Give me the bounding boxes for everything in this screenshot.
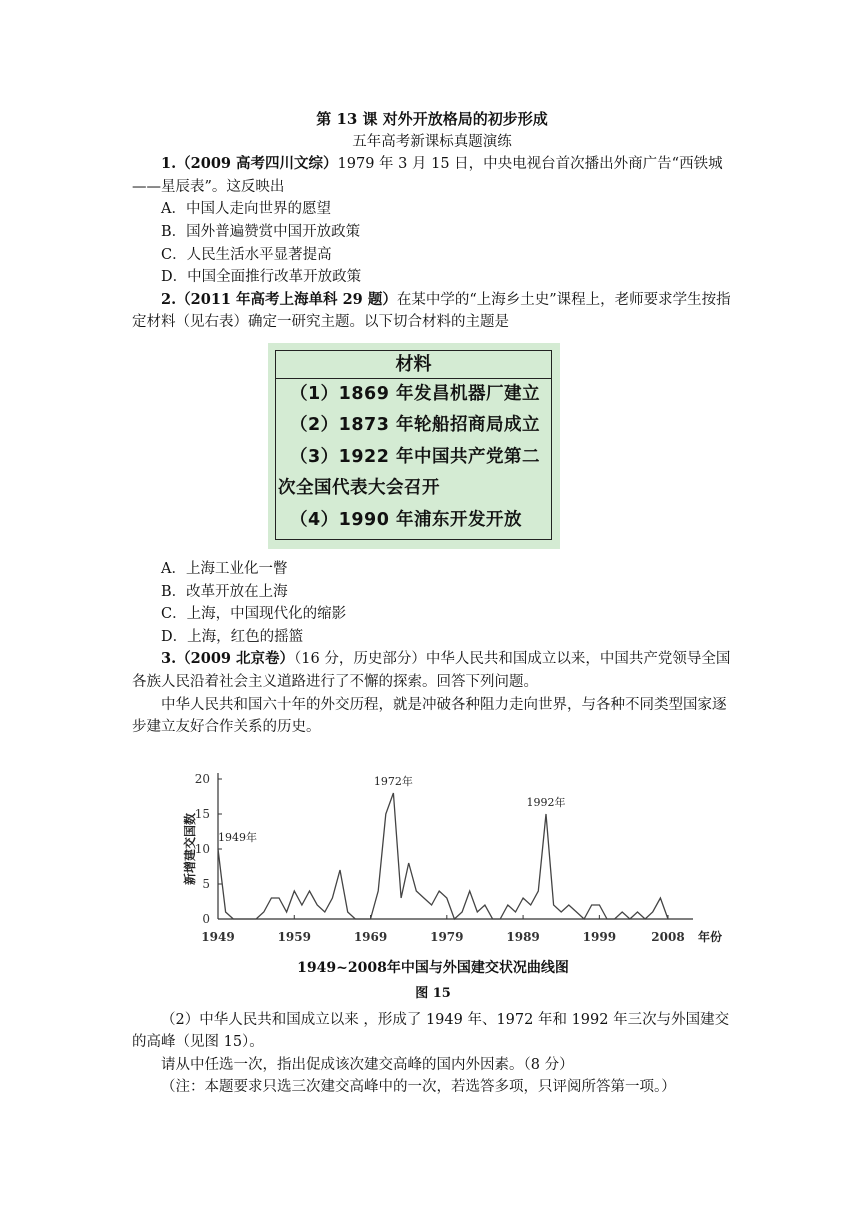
question-3-stem: （16 分，历史部分）中华人民共和国成立以来，中国共产党领导全国各族人民沿着社会主义道路进行了不懈的探索。回答下列问题。 [132, 651, 731, 690]
q2-option-c: C．上海，中国现代化的缩影 [161, 606, 347, 623]
document-page [132, 108, 732, 1099]
question-3-note: （注：本题要求只选三次建交高峰中的一次，若选答多项，只评阅所答第一项。） [161, 1079, 676, 1096]
chart-svg [168, 759, 728, 1009]
y-tick-label: 10 [194, 841, 210, 856]
q1-option-b: B．国外普遍赞赏中国开放政策 [161, 223, 361, 240]
question-1 [132, 153, 732, 198]
question-3-sub-2: （2）中华人民共和国成立以来 ，形成了 1949 年、1972 年和 1992 年三次与外国建交的高峰（见图 15）。 [132, 1011, 730, 1051]
question-2-stem: 在某中学的“上海乡土史”课程上，老师要求学生按指定材料（见右表）确定一研究主题。以下切合材料的主题是 [132, 291, 731, 331]
material-table [268, 343, 560, 549]
x-tick-label: 1979 [430, 929, 464, 944]
lesson-title: 第 13 课 对外开放格局的初步形成 [316, 110, 548, 128]
material-heading: 材料 [276, 351, 551, 379]
question-3-ask: 请从中任选一次，指出促成该次建交高峰的国内外因素。（8 分） [161, 1056, 574, 1073]
x-tick-label: 1989 [506, 929, 540, 944]
chart-title: 1949~2008年中国与外国建交状况曲线图 [297, 959, 569, 976]
q1-option-c: C．人民生活水平显著提高 [161, 246, 332, 263]
q2-option-b: B．改革开放在上海 [161, 583, 288, 600]
x-tick-label: 1969 [353, 929, 388, 944]
material-row-2: （2）1873 年轮船招商局成立 [290, 415, 540, 436]
x-tick-label: 1959 [277, 929, 311, 944]
peak-annotation: 1972年 [373, 774, 413, 788]
material-table-frame [275, 350, 552, 540]
y-tick-label: 5 [202, 876, 210, 891]
material-row-3-continued: 次全国代表大会召开 [278, 478, 440, 499]
q1-option-d: D．中国全面推行改革开放政策 [161, 269, 362, 286]
diplomacy-chart [168, 759, 728, 1009]
y-tick-label: 15 [194, 806, 210, 821]
question-2-source: 2.（2011 年高考上海单科 29 题） [161, 290, 397, 308]
series-line [218, 793, 668, 919]
q1-option-a: A．中国人走向世界的愿望 [161, 201, 331, 218]
section-subtitle: 五年高考新课标真题演练 [352, 133, 512, 150]
x-tick-label: 2008 [651, 929, 685, 944]
x-axis-label: 年份 [698, 929, 723, 944]
material-row-4: （4）1990 年浦东开发开放 [290, 509, 522, 530]
peak-annotation: 1992年 [526, 795, 566, 809]
q2-option-a: A．上海工业化一瞥 [161, 560, 288, 577]
question-3-paragraph: 中华人民共和国六十年的外交历程，就是冲破各种阻力走向世界，与各种不同类型国家逐步建立友好合作关系的历史。 [132, 696, 727, 736]
x-tick-label: 1949 [201, 929, 235, 944]
peak-annotation: 1949年 [218, 830, 257, 844]
question-2 [132, 289, 732, 334]
y-tick-label: 20 [194, 771, 210, 786]
question-3 [132, 648, 732, 693]
question-1-stem: 1979 年 3 月 15 日，中央电视台首次播出外商广告“西铁城——星辰表”。这反映出 [132, 156, 723, 195]
material-row-1: （1）1869 年发昌机器厂建立 [290, 383, 540, 404]
figure-label: 图 15 [415, 985, 451, 1001]
question-1-source: 1.（2009 高考四川文综） [161, 155, 338, 173]
q2-option-d: D．上海，红色的摇篮 [161, 628, 304, 645]
x-tick-label: 1999 [582, 929, 617, 944]
question-3-source: 3.（2009 北京卷） [161, 650, 295, 668]
y-tick-label: 0 [202, 911, 210, 926]
material-row-3: （3）1922 年中国共产党第二 [290, 446, 540, 467]
y-axis-label: 新增建交国数 [183, 812, 197, 885]
